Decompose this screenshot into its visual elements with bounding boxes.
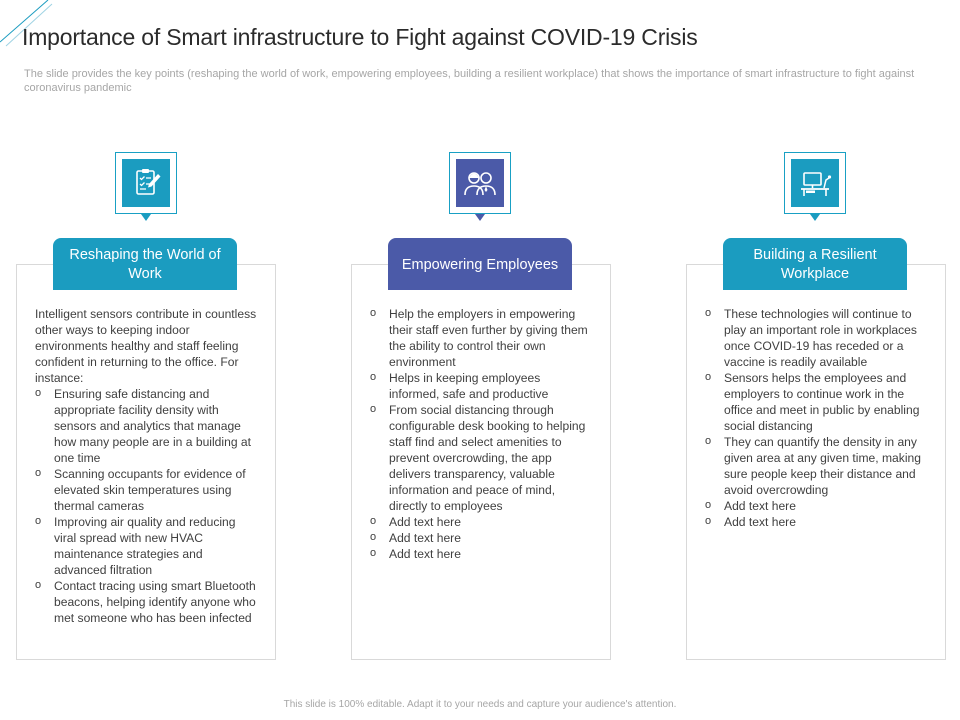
content-empowering <box>370 306 592 562</box>
list-item: o These technologies will continue to play an important role in workplaces once COVID-19 has receded or a vaccine is readily available <box>705 306 927 370</box>
pointer-reshaping <box>141 214 151 221</box>
header-reshaping: Reshaping the World of Work <box>53 238 237 290</box>
bullet-list <box>370 306 592 562</box>
list-item: o Helps in keeping employees informed, safe and productive <box>370 370 592 402</box>
bullet-list <box>705 306 927 530</box>
header-empowering: Empowering Employees <box>388 238 572 290</box>
content-resilient <box>705 306 927 530</box>
workstation-icon <box>791 159 839 207</box>
list-item: o Add text here <box>370 546 592 562</box>
list-item: o Add text here <box>370 514 592 530</box>
list-item: o Ensuring safe distancing and appropriate facility density with sensors and analytics that manage how many people are in a building at one time <box>35 386 257 466</box>
icon-box-reshaping <box>115 152 177 214</box>
pointer-empowering <box>475 214 485 221</box>
list-item: o Improving air quality and reducing viral spread with new HVAC maintenance strategies and advanced filtration <box>35 514 257 578</box>
header-resilient: Building a Resilient Workplace <box>723 238 907 290</box>
employees-icon <box>456 159 504 207</box>
list-item: o Sensors helps the employees and employers to continue work in the office and meet in public by enabling social distancing <box>705 370 927 434</box>
list-item: o Contact tracing using smart Bluetooth beacons, helping identify anyone who met someone who has been infected <box>35 578 257 626</box>
checklist-pen-icon <box>122 159 170 207</box>
list-item: o Add text here <box>705 514 927 530</box>
list-item: o Add text here <box>370 530 592 546</box>
list-item: o They can quantify the density in any given area at any given time, making sure people keep their distance and avoid overcrowding <box>705 434 927 498</box>
pointer-resilient <box>810 214 820 221</box>
page-subtitle: The slide provides the key points (reshaping the world of work, empowering employees, building a resilient workplace) that shows the importance of smart infrastructure to fight against coronavirus pandemic <box>24 68 915 94</box>
intro-text: Intelligent sensors contribute in countless other ways to keeping indoor environments healthy and staff feeling confident in returning to the office. For instance: <box>35 307 257 385</box>
content-reshaping <box>35 306 257 626</box>
bullet-list <box>35 386 257 626</box>
page-title: Importance of Smart infrastructure to Fight against COVID-19 Crisis <box>22 24 698 50</box>
list-item: o Help the employers in empowering their staff even further by giving them the ability to control their own environment <box>370 306 592 370</box>
icon-box-resilient <box>784 152 846 214</box>
list-item: o Add text here <box>705 498 927 514</box>
list-item: o From social distancing through configurable desk booking to helping staff find and select amenities to prevent overcrowding, the app delivers transparency, valuable information and peace of mind, directly to employees <box>370 402 592 514</box>
footer-note: This slide is 100% editable. Adapt it to your needs and capture your audience's attention. <box>283 699 677 710</box>
icon-box-empowering <box>449 152 511 214</box>
list-item: o Scanning occupants for evidence of elevated skin temperatures using thermal cameras <box>35 466 257 514</box>
